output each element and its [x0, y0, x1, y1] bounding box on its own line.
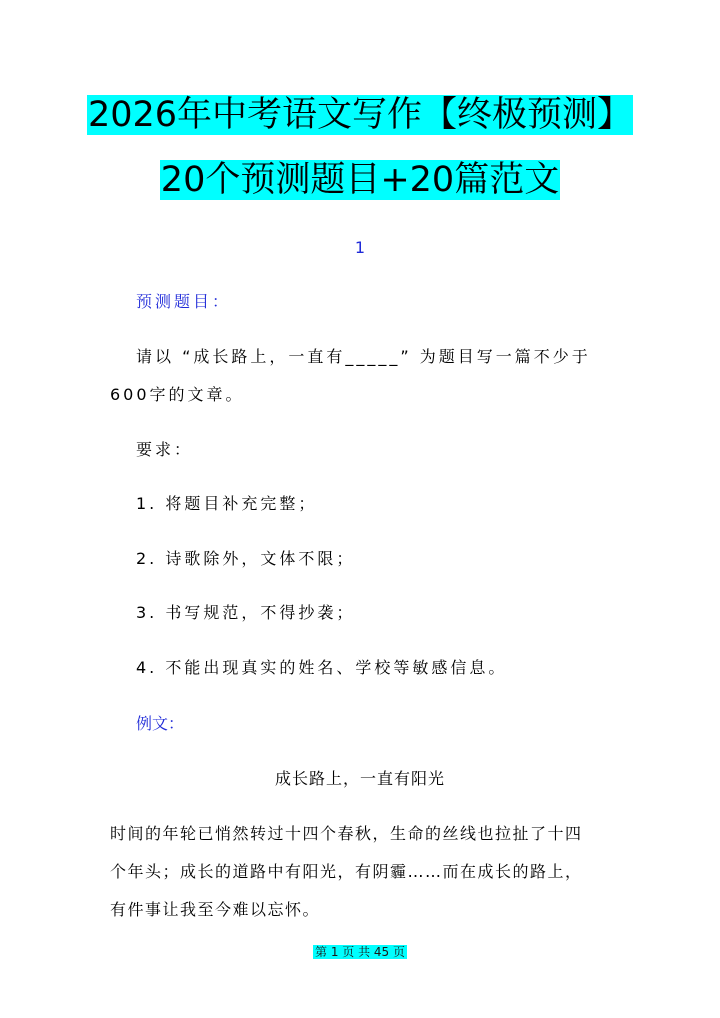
example-title: 成长路上，一直有阳光 — [274, 769, 445, 788]
requirement-item-2: 2. 诗歌除外，文体不限； — [136, 549, 356, 568]
example-paragraph-line-3: 有件事让我至今难以忘怀。 — [110, 900, 321, 919]
document-title-line-2 — [0, 157, 720, 203]
title-line-2-text: 20个预测题目+20篇范文 — [160, 160, 560, 200]
example-paragraph-line-2: 个年头；成长的道路中有阳光，有阴霾……而在成长的路上， — [110, 862, 583, 881]
title-line-1-text: 2026年中考语文写作【终极预测】 — [87, 95, 633, 135]
requirement-item-1: 1. 将题目补充完整； — [136, 494, 318, 513]
prompt-text-line-2: 600字的文章。 — [110, 385, 245, 404]
example-paragraph-line-1: 时间的年轮已悄然转过十四个春秋，生命的丝线也拉扯了十四 — [110, 824, 583, 843]
prompt-label: 预测题目： — [136, 292, 232, 311]
section-number: 1 — [354, 238, 366, 257]
requirement-item-3: 3. 书写规范，不得抄袭； — [136, 603, 356, 622]
document-title-line-1 — [0, 92, 720, 138]
page-indicator: 第 1 页 共 45 页 — [315, 945, 405, 959]
requirements-label: 要求： — [136, 440, 194, 459]
requirement-item-4: 4. 不能出现真实的姓名、学校等敏感信息。 — [136, 658, 508, 677]
example-label: 例文： — [136, 714, 185, 733]
page-footer — [0, 944, 720, 960]
prompt-text-line-1: 请以 “成长路上，一直有_____” 为题目写一篇不少于 — [136, 347, 591, 366]
